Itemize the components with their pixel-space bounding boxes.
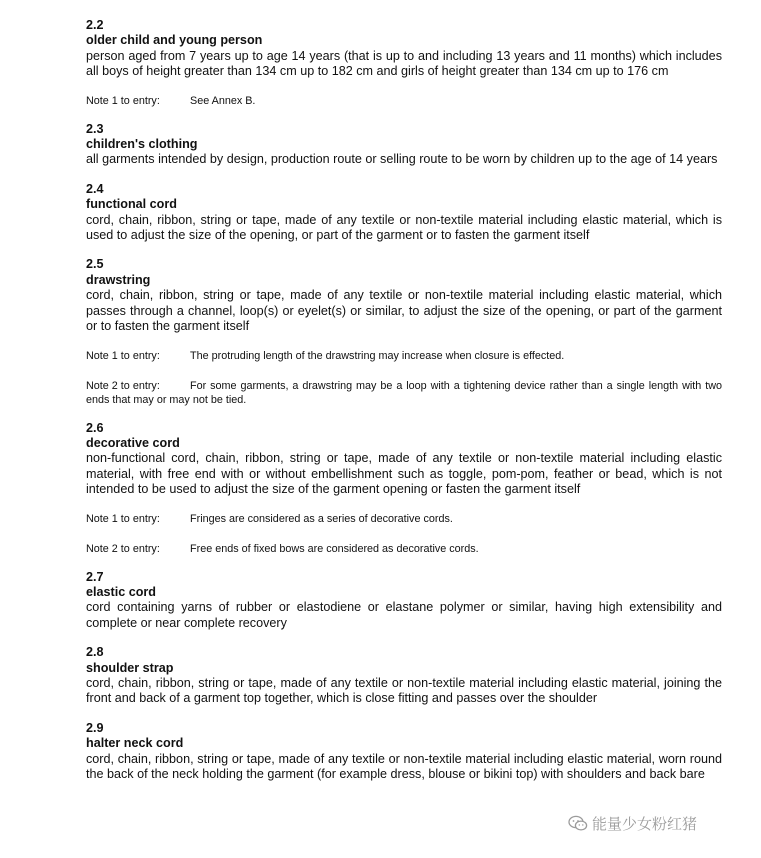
entry-definition: all garments intended by design, production route or selling route to be worn by children up to the age of 14 years [86, 152, 718, 167]
entry-definition: cord, chain, ribbon, string or tape, made of any textile or non-textile material including elastic material, joining the front and back of a garment top together, which is close fitting and passes over the shoulder [86, 675, 722, 706]
entry-definition: person aged from 7 years up to age 14 years (that is up to and including 13 years and 11 months) which includes all boys of height greater than 134 cm up to 182 cm and girls of height greater than 134 cm up to 176 cm [86, 48, 722, 79]
entry-definition: cord, chain, ribbon, string or tape, made of any textile or non-textile material including elastic material, which passes through a channel, loop(s) or eyelet(s) or similar, to adjust the size of the opening, or part of the garment or to fasten the garment itself [86, 288, 722, 334]
entry-term: functional cord [86, 197, 177, 212]
note-text: For some garments, a drawstring may be a loop with a tightening device rather than a single length with two ends that may or may not be tied. [86, 379, 722, 406]
entry-term: children's clothing [86, 137, 198, 152]
entry-term: elastic cord [86, 584, 156, 599]
note-text: Fringes are considered as a series of decorative cords. [190, 512, 453, 525]
entry-term: drawstring [86, 272, 151, 287]
term-entry [86, 182, 722, 244]
term-entry [86, 421, 722, 556]
entry-number: 2.6 [86, 420, 104, 435]
entry-note [86, 542, 722, 556]
entry-term: halter neck cord [86, 736, 184, 751]
entry-definition: cord, chain, ribbon, string or tape, made of any textile or non-textile material including elastic material, which is used to adjust the size of the opening, or part of the garment or to fasten the garment itself [86, 212, 722, 243]
watermark [568, 813, 697, 834]
term-entry [86, 18, 722, 108]
entry-term: older child and young person [86, 33, 263, 48]
entry-number: 2.2 [86, 18, 104, 32]
entry-term: shoulder strap [86, 660, 174, 675]
entry-definition: cord, chain, ribbon, string or tape, made of any textile or non-textile material including elastic material, worn round the back of the neck holding the garment (for example dress, blouse or bikini top) with shoulders and back bare [86, 751, 722, 781]
watermark-text: 能量少女粉红猪 [592, 816, 698, 833]
term-entry [86, 257, 722, 406]
entry-number: 2.8 [86, 645, 104, 660]
entry-number: 2.5 [86, 257, 104, 272]
note-label: Note 1 to entry: [86, 349, 160, 362]
entry-definition: non-functional cord, chain, ribbon, string or tape, made of any textile or non-textile material including elastic material, with free end with or without embellishment such as toggle, pom-pom, feather or bead, which is not intended to be used to adjust the size of the garment opening or fasten the garment itself [86, 451, 722, 497]
entry-note [86, 349, 722, 363]
term-entry [86, 645, 722, 707]
entry-number: 2.9 [86, 720, 104, 735]
note-label: Note 1 to entry: [86, 94, 160, 107]
term-entry [86, 122, 722, 168]
entry-number: 2.7 [86, 569, 104, 584]
term-entry [86, 721, 722, 783]
entry-number: 2.3 [86, 121, 104, 136]
note-label: Note 2 to entry: [86, 379, 160, 392]
entry-term: decorative cord [86, 435, 180, 450]
wechat-icon [568, 815, 588, 832]
entry-number: 2.4 [86, 181, 104, 196]
document-page [86, 18, 722, 796]
note-text: See Annex B. [190, 94, 256, 107]
note-text: The protruding length of the drawstring may increase when closure is effected. [190, 349, 565, 362]
term-entry [86, 570, 722, 632]
note-label: Note 2 to entry: [86, 542, 160, 555]
entry-note [86, 94, 722, 108]
note-label: Note 1 to entry: [86, 512, 160, 525]
entry-note [86, 512, 722, 526]
note-text: Free ends of fixed bows are considered as decorative cords. [190, 542, 479, 555]
entry-note [86, 379, 722, 407]
entry-definition: cord containing yarns of rubber or elastodiene or elastane polymer or similar, having high extensibility and complete or near complete recovery [86, 600, 722, 630]
